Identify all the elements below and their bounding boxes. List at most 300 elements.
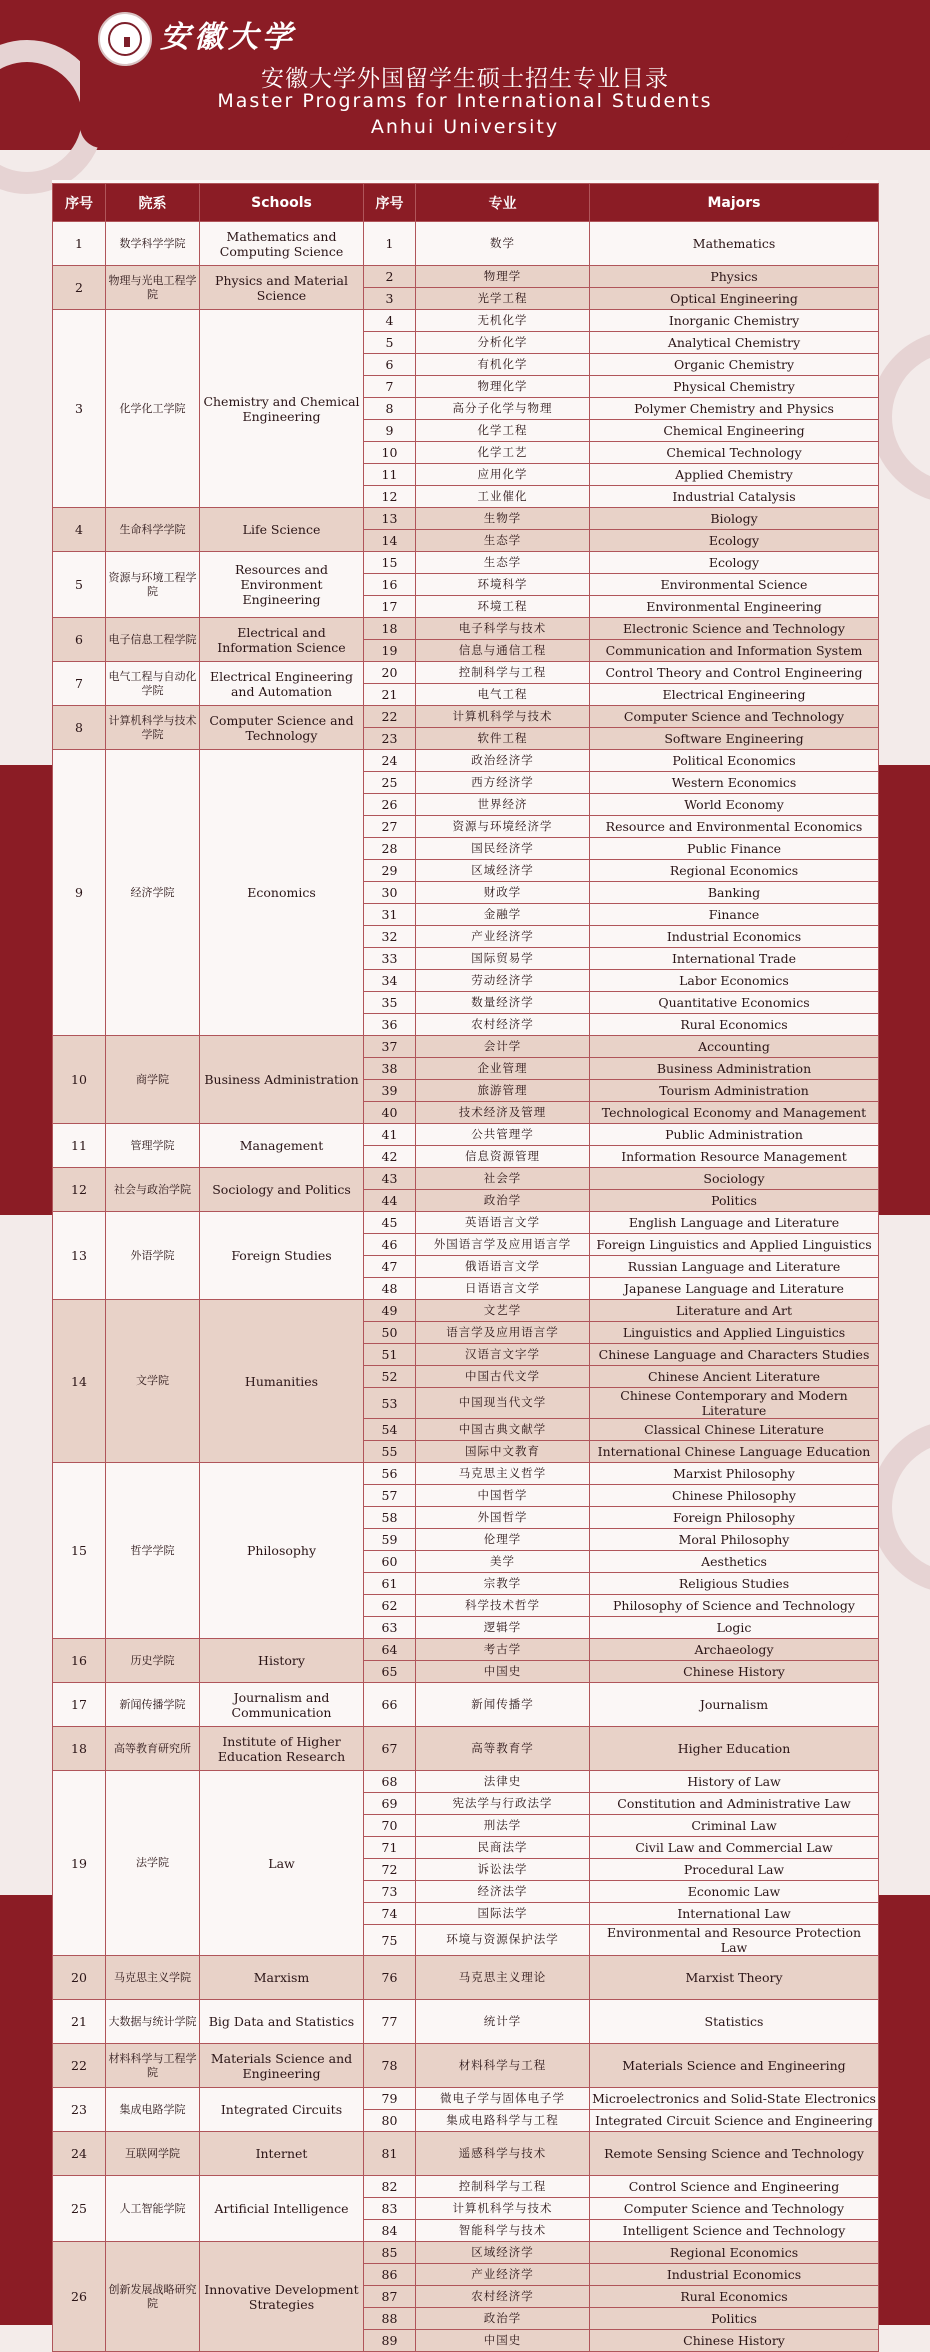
major-number: 74 [364, 1903, 416, 1925]
table-row [53, 2000, 879, 2044]
major-name-en: Moral Philosophy [590, 1529, 879, 1551]
major-name-en: Chinese History [590, 1661, 879, 1683]
major-number: 81 [364, 2132, 416, 2176]
major-number: 2 [364, 266, 416, 288]
major-number: 84 [364, 2220, 416, 2242]
major-name-en: Chinese Ancient Literature [590, 1366, 879, 1388]
major-name-en: Chinese Language and Characters Studies [590, 1344, 879, 1366]
table-row [53, 1036, 879, 1058]
school-number: 19 [53, 1771, 106, 1956]
school-number: 21 [53, 2000, 106, 2044]
table-row [53, 750, 879, 772]
major-name-en: Rural Economics [590, 1014, 879, 1036]
major-number: 49 [364, 1300, 416, 1322]
school-name-cn: 电子信息工程学院 [106, 618, 200, 662]
major-number: 20 [364, 662, 416, 684]
major-name-en: Ecology [590, 530, 879, 552]
school-number: 6 [53, 618, 106, 662]
table-row [53, 1300, 879, 1322]
major-name-cn: 计算机科学与技术 [416, 706, 590, 728]
school-name-en: Electrical Engineering and Automation [200, 662, 364, 706]
major-name-cn: 物理学 [416, 266, 590, 288]
major-name-en: Labor Economics [590, 970, 879, 992]
major-name-cn: 生态学 [416, 530, 590, 552]
major-name-en: Economic Law [590, 1881, 879, 1903]
major-name-cn: 日语语言文学 [416, 1278, 590, 1300]
major-number: 4 [364, 310, 416, 332]
major-name-en: Sociology [590, 1168, 879, 1190]
major-name-en: Resource and Environmental Economics [590, 816, 879, 838]
major-name-cn: 智能科学与技术 [416, 2220, 590, 2242]
major-number: 12 [364, 486, 416, 508]
table-row [53, 552, 879, 574]
school-number: 7 [53, 662, 106, 706]
major-name-cn: 微电子学与固体电子学 [416, 2088, 590, 2110]
school-number: 25 [53, 2176, 106, 2242]
major-name-en: Constitution and Administrative Law [590, 1793, 879, 1815]
major-number: 27 [364, 816, 416, 838]
major-number: 26 [364, 794, 416, 816]
major-name-cn: 电子科学与技术 [416, 618, 590, 640]
page-title-cn: 安徽大学外国留学生硕士招生专业目录 [261, 66, 669, 92]
major-number: 19 [364, 640, 416, 662]
table-row [53, 1727, 879, 1771]
school-name-en: Economics [200, 750, 364, 1036]
major-number: 59 [364, 1529, 416, 1551]
school-name-cn: 法学院 [106, 1771, 200, 1956]
major-name-cn: 遥感科学与技术 [416, 2132, 590, 2176]
major-name-cn: 政治学 [416, 2308, 590, 2330]
major-name-cn: 财政学 [416, 882, 590, 904]
school-name-cn: 材料科学与工程学院 [106, 2044, 200, 2088]
school-number: 12 [53, 1168, 106, 1212]
major-name-en: History of Law [590, 1771, 879, 1793]
major-number: 40 [364, 1102, 416, 1124]
major-name-en: Statistics [590, 2000, 879, 2044]
school-name-cn: 马克思主义学院 [106, 1956, 200, 2000]
major-number: 85 [364, 2242, 416, 2264]
major-name-cn: 材料科学与工程 [416, 2044, 590, 2088]
school-number: 2 [53, 266, 106, 310]
major-number: 73 [364, 1881, 416, 1903]
major-number: 8 [364, 398, 416, 420]
school-name-en: Sociology and Politics [200, 1168, 364, 1212]
major-name-cn: 科学技术哲学 [416, 1595, 590, 1617]
school-name-en: Internet [200, 2132, 364, 2176]
major-number: 89 [364, 2330, 416, 2352]
table-row [53, 222, 879, 266]
major-name-cn: 中国哲学 [416, 1485, 590, 1507]
column-header: 院系 [106, 184, 200, 222]
major-number: 34 [364, 970, 416, 992]
major-number: 10 [364, 442, 416, 464]
major-number: 46 [364, 1234, 416, 1256]
major-name-cn: 宗教学 [416, 1573, 590, 1595]
major-number: 22 [364, 706, 416, 728]
major-name-cn: 企业管理 [416, 1058, 590, 1080]
major-name-cn: 诉讼法学 [416, 1859, 590, 1881]
major-name-cn: 中国古典文献学 [416, 1419, 590, 1441]
school-name-en: Electrical and Information Science [200, 618, 364, 662]
major-number: 62 [364, 1595, 416, 1617]
school-name-en: Computer Science and Technology [200, 706, 364, 750]
major-number: 56 [364, 1463, 416, 1485]
major-number: 24 [364, 750, 416, 772]
major-name-cn: 环境与资源保护法学 [416, 1925, 590, 1956]
major-name-en: Materials Science and Engineering [590, 2044, 879, 2088]
major-name-en: Physics [590, 266, 879, 288]
major-name-en: Integrated Circuit Science and Engineering [590, 2110, 879, 2132]
major-name-en: Environmental Science [590, 574, 879, 596]
major-number: 69 [364, 1793, 416, 1815]
major-name-cn: 新闻传播学 [416, 1683, 590, 1727]
school-name-cn: 互联网学院 [106, 2132, 200, 2176]
major-name-cn: 宪法学与行政法学 [416, 1793, 590, 1815]
major-number: 36 [364, 1014, 416, 1036]
major-number: 23 [364, 728, 416, 750]
major-number: 7 [364, 376, 416, 398]
major-name-en: Quantitative Economics [590, 992, 879, 1014]
major-name-cn: 数学 [416, 222, 590, 266]
school-name-en: Chemistry and Chemical Engineering [200, 310, 364, 508]
major-name-en: Logic [590, 1617, 879, 1639]
major-name-en: Religious Studies [590, 1573, 879, 1595]
major-name-en: Environmental Engineering [590, 596, 879, 618]
school-number: 22 [53, 2044, 106, 2088]
major-name-en: Accounting [590, 1036, 879, 1058]
major-name-en: Business Administration [590, 1058, 879, 1080]
major-number: 41 [364, 1124, 416, 1146]
major-name-cn: 农村经济学 [416, 1014, 590, 1036]
major-name-en: Electronic Science and Technology [590, 618, 879, 640]
major-name-cn: 国际法学 [416, 1903, 590, 1925]
major-name-cn: 考古学 [416, 1639, 590, 1661]
major-name-cn: 民商法学 [416, 1837, 590, 1859]
major-number: 17 [364, 596, 416, 618]
school-name-cn: 集成电路学院 [106, 2088, 200, 2132]
major-name-cn: 劳动经济学 [416, 970, 590, 992]
column-header: Schools [200, 184, 364, 222]
major-name-cn: 语言学及应用语言学 [416, 1322, 590, 1344]
table-row [53, 1124, 879, 1146]
major-name-en: Environmental and Resource Protection Law [590, 1925, 879, 1956]
major-name-en: International Law [590, 1903, 879, 1925]
column-header: 序号 [364, 184, 416, 222]
school-number: 11 [53, 1124, 106, 1168]
major-name-en: Applied Chemistry [590, 464, 879, 486]
major-number: 1 [364, 222, 416, 266]
page-title-en: Master Programs for International Students [217, 90, 713, 112]
major-number: 39 [364, 1080, 416, 1102]
major-name-cn: 国际中文教育 [416, 1441, 590, 1463]
major-name-cn: 法律史 [416, 1771, 590, 1793]
major-number: 61 [364, 1573, 416, 1595]
major-name-en: English Language and Literature [590, 1212, 879, 1234]
school-name-en: Artificial Intelligence [200, 2176, 364, 2242]
major-name-en: Industrial Economics [590, 926, 879, 948]
major-name-cn: 有机化学 [416, 354, 590, 376]
page-subtitle-en: Anhui University [370, 116, 560, 138]
major-number: 52 [364, 1366, 416, 1388]
major-name-en: World Economy [590, 794, 879, 816]
major-name-en: Industrial Catalysis [590, 486, 879, 508]
school-name-cn: 化学化工学院 [106, 310, 200, 508]
school-name-cn: 数学科学学院 [106, 222, 200, 266]
school-name-cn: 计算机科学与技术学院 [106, 706, 200, 750]
major-name-en: Linguistics and Applied Linguistics [590, 1322, 879, 1344]
school-number: 17 [53, 1683, 106, 1727]
major-number: 9 [364, 420, 416, 442]
table-row [53, 2132, 879, 2176]
column-header: 序号 [53, 184, 106, 222]
school-name-cn: 文学院 [106, 1300, 200, 1463]
school-name-en: Materials Science and Engineering [200, 2044, 364, 2088]
major-name-en: Control Theory and Control Engineering [590, 662, 879, 684]
major-name-en: Political Economics [590, 750, 879, 772]
school-name-en: Physics and Material Science [200, 266, 364, 310]
major-number: 83 [364, 2198, 416, 2220]
major-number: 21 [364, 684, 416, 706]
school-name-en: Management [200, 1124, 364, 1168]
table-row [53, 706, 879, 728]
major-name-en: Procedural Law [590, 1859, 879, 1881]
major-name-cn: 旅游管理 [416, 1080, 590, 1102]
major-name-en: Regional Economics [590, 860, 879, 882]
school-name-cn: 生命科学学院 [106, 508, 200, 552]
major-name-en: Banking [590, 882, 879, 904]
school-name-cn: 社会与政治学院 [106, 1168, 200, 1212]
column-header: 专业 [416, 184, 590, 222]
major-name-en: Philosophy of Science and Technology [590, 1595, 879, 1617]
table-row [53, 1683, 879, 1727]
major-number: 54 [364, 1419, 416, 1441]
major-number: 66 [364, 1683, 416, 1727]
table-header-row [53, 184, 879, 222]
school-number: 8 [53, 706, 106, 750]
table-row [53, 1168, 879, 1190]
major-name-en: Western Economics [590, 772, 879, 794]
major-name-cn: 伦理学 [416, 1529, 590, 1551]
school-name-en: Big Data and Statistics [200, 2000, 364, 2044]
table-row [53, 1463, 879, 1485]
major-name-cn: 化学工程 [416, 420, 590, 442]
major-number: 82 [364, 2176, 416, 2198]
column-header: Majors [590, 184, 879, 222]
school-name-en: Resources and Environment Engineering [200, 552, 364, 618]
major-name-en: Russian Language and Literature [590, 1256, 879, 1278]
major-name-cn: 产业经济学 [416, 2264, 590, 2286]
major-number: 86 [364, 2264, 416, 2286]
major-name-en: Marxist Theory [590, 1956, 879, 2000]
major-name-cn: 国际贸易学 [416, 948, 590, 970]
major-name-cn: 中国史 [416, 1661, 590, 1683]
major-name-cn: 电气工程 [416, 684, 590, 706]
major-name-en: Foreign Linguistics and Applied Linguistics [590, 1234, 879, 1256]
major-name-cn: 数量经济学 [416, 992, 590, 1014]
school-name-cn: 商学院 [106, 1036, 200, 1124]
major-name-en: Tourism Administration [590, 1080, 879, 1102]
major-name-en: Remote Sensing Science and Technology [590, 2132, 879, 2176]
major-name-cn: 逻辑学 [416, 1617, 590, 1639]
school-name-en: Foreign Studies [200, 1212, 364, 1300]
major-name-en: Public Administration [590, 1124, 879, 1146]
major-name-en: Technological Economy and Management [590, 1102, 879, 1124]
major-number: 55 [364, 1441, 416, 1463]
school-number: 9 [53, 750, 106, 1036]
school-name-cn: 人工智能学院 [106, 2176, 200, 2242]
major-name-cn: 工业催化 [416, 486, 590, 508]
school-number: 15 [53, 1463, 106, 1639]
school-name-en: Law [200, 1771, 364, 1956]
major-name-cn: 软件工程 [416, 728, 590, 750]
major-name-cn: 俄语语言文学 [416, 1256, 590, 1278]
major-name-en: Marxist Philosophy [590, 1463, 879, 1485]
major-name-cn: 控制科学与工程 [416, 662, 590, 684]
major-name-cn: 金融学 [416, 904, 590, 926]
major-name-cn: 中国史 [416, 2330, 590, 2352]
school-number: 13 [53, 1212, 106, 1300]
table-row [53, 618, 879, 640]
major-name-en: Foreign Philosophy [590, 1507, 879, 1529]
school-number: 10 [53, 1036, 106, 1124]
major-name-en: Communication and Information System [590, 640, 879, 662]
major-number: 76 [364, 1956, 416, 2000]
university-name: 安徽大学 [160, 20, 296, 55]
major-name-cn: 化学工艺 [416, 442, 590, 464]
school-name-en: Institute of Higher Education Research [200, 1727, 364, 1771]
major-name-en: Politics [590, 2308, 879, 2330]
major-number: 44 [364, 1190, 416, 1212]
school-name-cn: 大数据与统计学院 [106, 2000, 200, 2044]
major-name-en: Mathematics [590, 222, 879, 266]
major-number: 75 [364, 1925, 416, 1956]
major-number: 68 [364, 1771, 416, 1793]
major-name-en: Aesthetics [590, 1551, 879, 1573]
major-name-cn: 分析化学 [416, 332, 590, 354]
school-number: 16 [53, 1639, 106, 1683]
major-number: 5 [364, 332, 416, 354]
major-number: 15 [364, 552, 416, 574]
major-name-cn: 统计学 [416, 2000, 590, 2044]
major-name-en: Archaeology [590, 1639, 879, 1661]
major-name-en: Biology [590, 508, 879, 530]
major-name-en: Finance [590, 904, 879, 926]
school-name-cn: 物理与光电工程学院 [106, 266, 200, 310]
table-row [53, 1639, 879, 1661]
major-name-cn: 集成电路科学与工程 [416, 2110, 590, 2132]
major-name-cn: 文艺学 [416, 1300, 590, 1322]
major-number: 38 [364, 1058, 416, 1080]
major-number: 42 [364, 1146, 416, 1168]
major-number: 51 [364, 1344, 416, 1366]
major-number: 63 [364, 1617, 416, 1639]
major-name-cn: 环境工程 [416, 596, 590, 618]
major-name-cn: 中国古代文学 [416, 1366, 590, 1388]
major-name-en: Computer Science and Technology [590, 2198, 879, 2220]
school-name-cn: 电气工程与自动化学院 [106, 662, 200, 706]
major-name-cn: 外国哲学 [416, 1507, 590, 1529]
school-name-cn: 哲学学院 [106, 1463, 200, 1639]
major-name-en: Politics [590, 1190, 879, 1212]
major-name-cn: 生态学 [416, 552, 590, 574]
school-name-cn: 新闻传播学院 [106, 1683, 200, 1727]
major-name-cn: 会计学 [416, 1036, 590, 1058]
major-number: 18 [364, 618, 416, 640]
table-row [53, 1771, 879, 1793]
major-name-cn: 世界经济 [416, 794, 590, 816]
major-name-cn: 资源与环境经济学 [416, 816, 590, 838]
major-number: 35 [364, 992, 416, 1014]
major-name-cn: 经济法学 [416, 1881, 590, 1903]
school-name-cn: 管理学院 [106, 1124, 200, 1168]
major-name-en: Intelligent Science and Technology [590, 2220, 879, 2242]
major-name-cn: 应用化学 [416, 464, 590, 486]
major-name-en: Journalism [590, 1683, 879, 1727]
school-name-en: Business Administration [200, 1036, 364, 1124]
major-number: 71 [364, 1837, 416, 1859]
school-name-en: Philosophy [200, 1463, 364, 1639]
major-number: 14 [364, 530, 416, 552]
major-name-en: Chemical Engineering [590, 420, 879, 442]
major-name-en: Industrial Economics [590, 2264, 879, 2286]
major-name-cn: 光学工程 [416, 288, 590, 310]
major-number: 79 [364, 2088, 416, 2110]
major-number: 57 [364, 1485, 416, 1507]
major-number: 30 [364, 882, 416, 904]
school-name-en: Innovative Development Strategies [200, 2242, 364, 2352]
major-name-cn: 英语语言文学 [416, 1212, 590, 1234]
major-name-en: Rural Economics [590, 2286, 879, 2308]
major-number: 88 [364, 2308, 416, 2330]
major-number: 43 [364, 1168, 416, 1190]
major-number: 70 [364, 1815, 416, 1837]
major-number: 87 [364, 2286, 416, 2308]
major-name-en: International Chinese Language Education [590, 1441, 879, 1463]
table-row [53, 508, 879, 530]
major-name-cn: 无机化学 [416, 310, 590, 332]
school-name-en: Humanities [200, 1300, 364, 1463]
major-number: 37 [364, 1036, 416, 1058]
table-row [53, 266, 879, 288]
major-name-en: Regional Economics [590, 2242, 879, 2264]
major-number: 53 [364, 1388, 416, 1419]
major-name-cn: 汉语言文字学 [416, 1344, 590, 1366]
major-name-en: Chinese History [590, 2330, 879, 2352]
school-number: 14 [53, 1300, 106, 1463]
major-name-en: Software Engineering [590, 728, 879, 750]
major-number: 32 [364, 926, 416, 948]
major-name-en: Chinese Philosophy [590, 1485, 879, 1507]
school-name-en: Integrated Circuits [200, 2088, 364, 2132]
school-name-en: History [200, 1639, 364, 1683]
major-name-cn: 美学 [416, 1551, 590, 1573]
school-number: 1 [53, 222, 106, 266]
school-number: 26 [53, 2242, 106, 2352]
major-name-cn: 高分子化学与物理 [416, 398, 590, 420]
major-name-cn: 马克思主义哲学 [416, 1463, 590, 1485]
major-name-en: Criminal Law [590, 1815, 879, 1837]
major-name-en: Microelectronics and Solid-State Electronics [590, 2088, 879, 2110]
major-number: 60 [364, 1551, 416, 1573]
major-number: 28 [364, 838, 416, 860]
school-number: 23 [53, 2088, 106, 2132]
school-name-cn: 历史学院 [106, 1639, 200, 1683]
major-name-cn: 刑法学 [416, 1815, 590, 1837]
major-number: 45 [364, 1212, 416, 1234]
table-row [53, 2242, 879, 2264]
major-name-cn: 计算机科学与技术 [416, 2198, 590, 2220]
school-name-en: Mathematics and Computing Science [200, 222, 364, 266]
